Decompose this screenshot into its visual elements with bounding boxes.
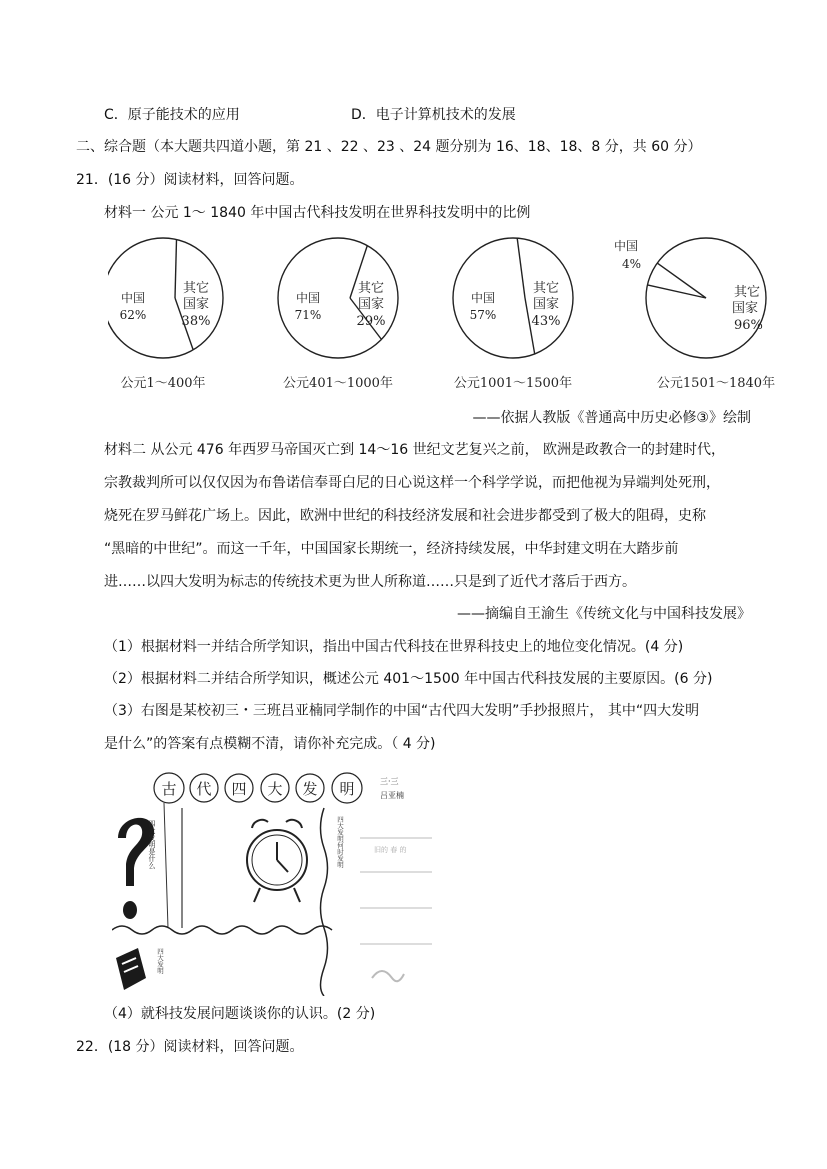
- material2-line-3: 烧死在罗马鲜花广场上。因此，欧洲中世纪的科技经济发展和社会进步都受到了极大的阻碍，史称: [104, 508, 706, 524]
- pie-slice-label-other: 国家: [357, 297, 385, 312]
- pie-slice-label-china: 中国: [295, 291, 321, 305]
- poster-middle-text: 四大发明何时发明: [336, 816, 344, 868]
- poster-question-text: 四大发明是什么: [148, 820, 156, 869]
- material2-line-1: 材料二 从公元 476 年西罗马帝国灭亡到 14～16 世纪文艺复兴之前， 欧洲是政教合一的封建时代，: [104, 442, 726, 458]
- pie-slice-value-other: 96%: [734, 318, 763, 333]
- option-d: D．电子计算机技术的发展: [351, 107, 516, 123]
- source2: ——摘编自王渝生《传统文化与中国科技发展》: [457, 606, 751, 622]
- pie-slice-label-other: 国家: [732, 301, 759, 316]
- poster-title-char: 大: [267, 780, 283, 798]
- pie-slice-label-other: 国家: [182, 297, 210, 312]
- material2-line-2: 宗教裁判所可以仅仅因为布鲁诺信奉哥白尼的日心说这样一个科学学说，而把他视为异端判处死刑，: [104, 475, 720, 491]
- pie-charts-svg: [108, 230, 788, 400]
- pie-slice-value-other: 43%: [531, 314, 561, 329]
- pie-slice-label-other: 其它: [182, 281, 210, 296]
- poster-bottom-text: 四大发明: [156, 948, 164, 974]
- pie-slice-label-china: 中国: [470, 291, 496, 305]
- pie-slice-value-other: 38%: [181, 314, 211, 329]
- pie-slice-label-other: 其它: [734, 285, 761, 300]
- material1-title: 材料一 公元 1～ 1840 年中国古代科技发明在世界科技发明中的比例: [104, 205, 531, 221]
- sub-question-1: （1）根据材料一并结合所学知识，指出中国古代科技在世界科技史上的地位变化情况。(4 分): [104, 639, 684, 655]
- wavy-divider: [321, 808, 328, 996]
- handmade-poster-photo: [112, 768, 452, 996]
- wavy-divider: [112, 926, 332, 934]
- pie-slice-value-china: 71%: [294, 308, 322, 322]
- material2-line-5: 进……以四大发明为标志的传统技术更为世人所称道……只是到了近代才落后于西方。: [104, 574, 636, 590]
- pie-slice-value-other: 29%: [356, 314, 386, 329]
- sub-question-4: （4）就科技发展问题谈谈你的认识。(2 分): [104, 1006, 376, 1022]
- svg-text:旧的 春 的: 旧的 春 的: [374, 846, 407, 854]
- sub-question-2: （2）根据材料二并结合所学知识，概述公元 401～1500 年中国古代科技发展的主要原因。(6 分): [104, 671, 713, 687]
- pie-period-label: 公元1501～1840年: [656, 376, 776, 391]
- pie-slice-value-china: 57%: [469, 308, 497, 322]
- pie-slice-label-other: 国家: [532, 297, 560, 312]
- pie-period-label: 公元1001～1500年: [453, 376, 573, 391]
- poster-svg: [112, 768, 452, 996]
- q22-head: 22．(18 分）阅读材料，回答问题。: [76, 1039, 304, 1055]
- book-icon: [116, 948, 146, 990]
- pie-slice-label-china: 中国: [120, 291, 146, 305]
- source1: ——依据人教版《普通高中历史必修③》绘制: [472, 410, 751, 426]
- pie-slice-value-china: 62%: [119, 308, 147, 322]
- alarm-clock-icon: [247, 820, 307, 902]
- pie-slice-label-other: 其它: [532, 281, 560, 296]
- pie-period-label: 公元1～400年: [120, 376, 206, 391]
- poster-title-char: 发: [302, 780, 318, 798]
- sub-question-3a: （3）右图是某校初三・三班吕亚楠同学制作的中国“古代四大发明”手抄报照片， 其中“四大发明: [104, 703, 700, 719]
- material2-line-4: “黑暗的中世纪”。而这一千年，中国国家长期统一，经济持续发展，中华封建文明在大踏步前: [104, 541, 679, 557]
- pie-slice-label-other: 其它: [357, 281, 385, 296]
- pie-charts: [108, 230, 788, 400]
- q21-head: 21．(16 分）阅读材料，回答问题。: [76, 172, 304, 188]
- pie-period-label: 公元401～1000年: [283, 376, 393, 391]
- poster-title-char: 四: [231, 780, 247, 798]
- pie-slice-value-china: 4%: [622, 257, 642, 271]
- poster-title-char: 代: [196, 780, 212, 798]
- poster-title-char: 明: [339, 780, 355, 798]
- option-c: C．原子能技术的应用: [104, 107, 240, 123]
- pie-slice-label-china: 中国: [614, 239, 639, 253]
- faint-scribble: [372, 971, 404, 981]
- section2-title: 二、综合题（本大题共四道小题，第 21 、22 、23 、24 题分别为 16、18、18、8 分，共 60 分）: [76, 139, 702, 155]
- sub-question-3b: 是什么”的答案有点模糊不清，请你补充完成。（ 4 分): [104, 736, 436, 752]
- poster-title-char: 古: [161, 780, 177, 798]
- poster-author: 吕亚楠: [380, 791, 404, 800]
- poster-class-label: 三·三: [380, 777, 399, 786]
